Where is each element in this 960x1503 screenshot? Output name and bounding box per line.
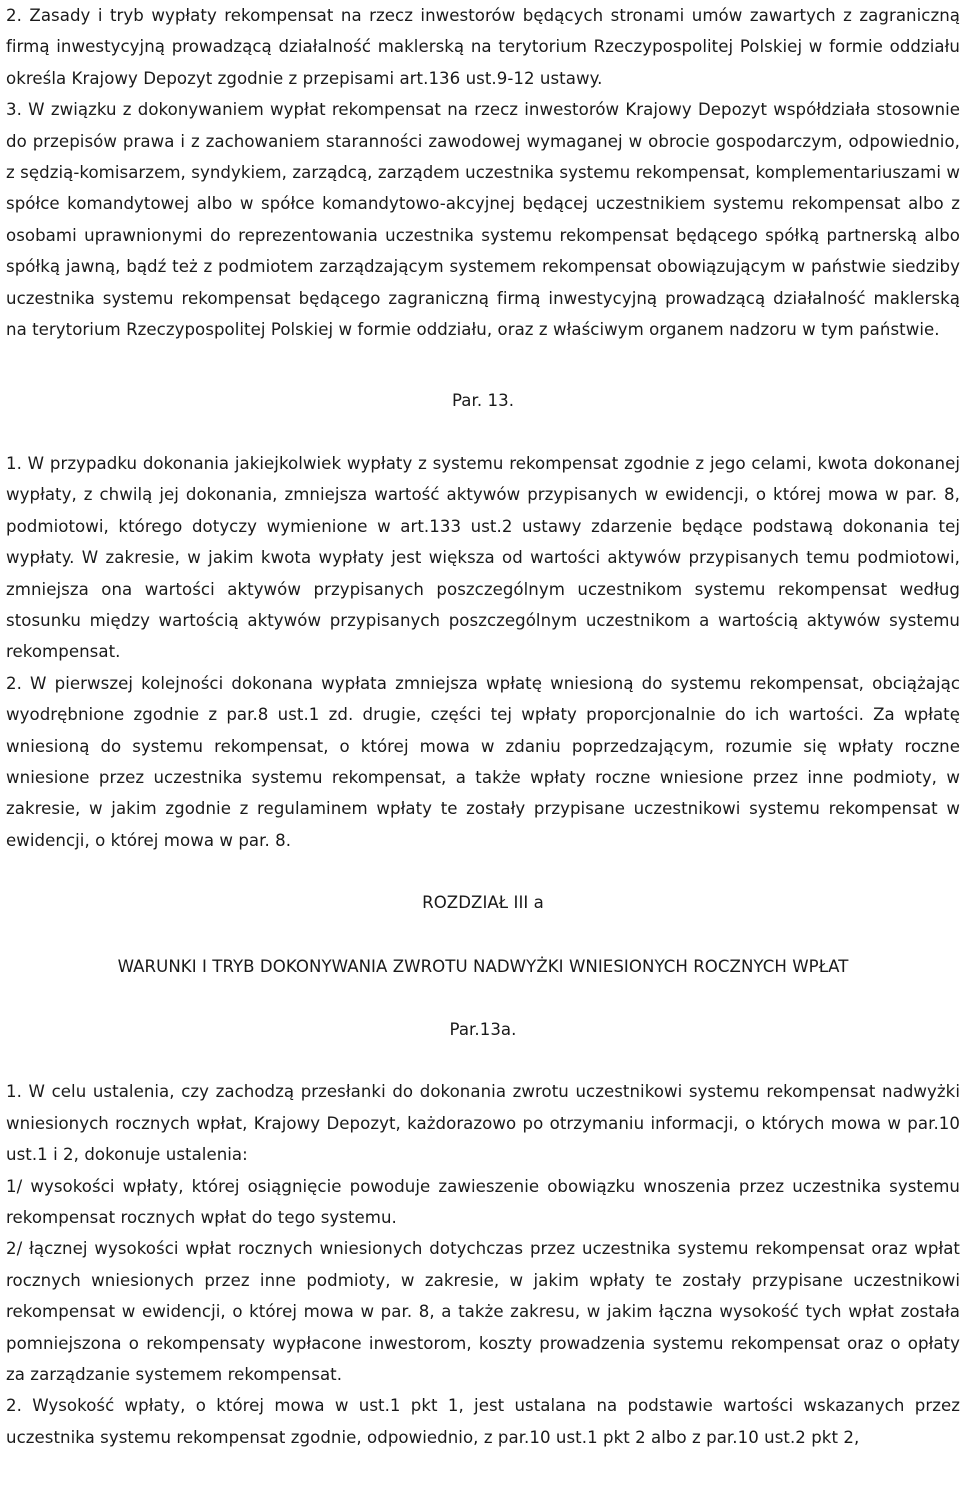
section-heading-par13a: Par.13a.	[449, 1019, 517, 1039]
document-page	[6, 0, 960, 1453]
paragraph-2: 2. Zasady i tryb wypłaty rekompensat na rzecz inwestorów będących stronami umów zawartych z zagraniczną firmą inwestycyjną prowadzącą działalność maklerską na terytorium Rzeczypospolitej Polskiej w formie oddziału określa Krajowy Depozyt zgodnie z przepisami art.136 ust.9-12 ustawy.	[6, 6, 960, 88]
par13a-paragraph-1: 1. W celu ustalenia, czy zachodzą przesłanki do dokonania zwrotu uczestnikowi systemu rekompensat nadwyżki wniesionych rocznych wpłat, Krajowy Depozyt, każdorazowo po otrzymaniu informacji, o których mowa w par.10 ust.1 i 2, dokonuje ustalenia:	[6, 1082, 960, 1165]
section-heading-par13: Par. 13.	[451, 391, 515, 411]
par13-paragraph-1: 1. W przypadku dokonania jakiejkolwiek wypłaty z systemu rekompensat zgodnie z jego celami, kwota dokonanej wypłaty, z chwilą jej dokonania, zmniejsza wartość aktywów przypisanych w ewidencji, o której mowa w par. 8, podmiotowi, którego dotyczy wymienione w art.133 ust.2 ustawy zdarzenie będące podstawą dokonania tej wypłaty. W zakresie, w jakim kwota wypłaty jest większa od wartości aktywów przypisanych temu podmiotowi, zmniejsza ona wartości aktywów przypisanych poszczególnym uczestnikom systemu rekompensat według stosunku między wartością aktywów przypisanych poszczególnym uczestnikom a wartością aktywów systemu rekompensat.	[6, 453, 960, 662]
paragraph-3: 3. W związku z dokonywaniem wypłat rekompensat na rzecz inwestorów Krajowy Depozyt współdziała stosownie do przepisów prawa i z zachowaniem staranności zawodowej wymaganej w obrocie gospodarczym, odpowiednio, z sędzią-komisarzem, syndykiem, zarządcą, zarządem uczestnika systemu rekompensat, komplementariuszami w spółce komandytowej albo w spółce komandytowo-akcyjnej będącej uczestnikiem systemu rekompensat albo z osobami uprawnionymi do reprezentowania uczestnika systemu rekompensat będącego spółką partnerską albo spółką jawną, bądź też z podmiotem zarządzającym systemem rekompensat obowiązującym w państwie siedziby uczestnika systemu rekompensat będącego zagraniczną firmą inwestycyjną prowadzącą działalność maklerską na terytorium Rzeczypospolitej Polskiej w formie oddziału, oraz z właściwym organem nadzoru w tym państwie.	[6, 100, 960, 340]
par13a-paragraph-2: 2. Wysokość wpłaty, o której mowa w ust.1 pkt 1, jest ustalana na podstawie wartości wskazanych przez uczestnika systemu rekompensat zgodnie, odpowiednio, z par.10 ust.1 pkt 2 albo z par.10 ust.2 pkt 2,	[6, 1396, 960, 1447]
chapter-subtitle: WARUNKI I TRYB DOKONYWANIA ZWROTU NADWYŻKI WNIESIONYCH ROCZNYCH WPŁAT	[117, 956, 849, 976]
par13a-list-item-2: 2/ łącznej wysokości wpłat rocznych wniesionych dotychczas przez uczestnika systemu rekompensat oraz wpłat rocznych wniesionych przez inne podmioty, w zakresie, w jakim wpłaty te zostały przypisane uczestnikowi rekompensat w ewidencji, o której mowa w par. 8, a także zakresu, w jakim łączna wysokość tych wpłat została pomniejszona o rekompensaty wypłacone inwestorom, koszty prowadzenia systemu rekompensat oraz o opłaty za zarządzanie systemem rekompensat.	[6, 1239, 960, 1385]
chapter-title: ROZDZIAŁ III a	[422, 893, 544, 913]
par13-paragraph-2: 2. W pierwszej kolejności dokonana wypłata zmniejsza wpłatę wniesioną do systemu rekompensat, obciążając wyodrębnione zgodnie z par.8 ust.1 zd. drugie, części tej wpłaty proporcjonalnie do ich wartości. Za wpłatę wniesioną do systemu rekompensat, o której mowa w zdaniu poprzedzającym, rozumie się wpłaty roczne wniesione przez uczestnika systemu rekompensat, a także wpłaty roczne wniesione przez inne podmioty, w zakresie, w jakim zgodnie z regulaminem wpłaty te zostały przypisane uczestnikowi systemu rekompensat w ewidencji, o której mowa w par. 8.	[6, 673, 960, 850]
par13a-list-item-1: 1/ wysokości wpłaty, której osiągnięcie powoduje zawieszenie obowiązku wnoszenia przez uczestnika systemu rekompensat rocznych wpłat do tego systemu.	[6, 1176, 960, 1227]
